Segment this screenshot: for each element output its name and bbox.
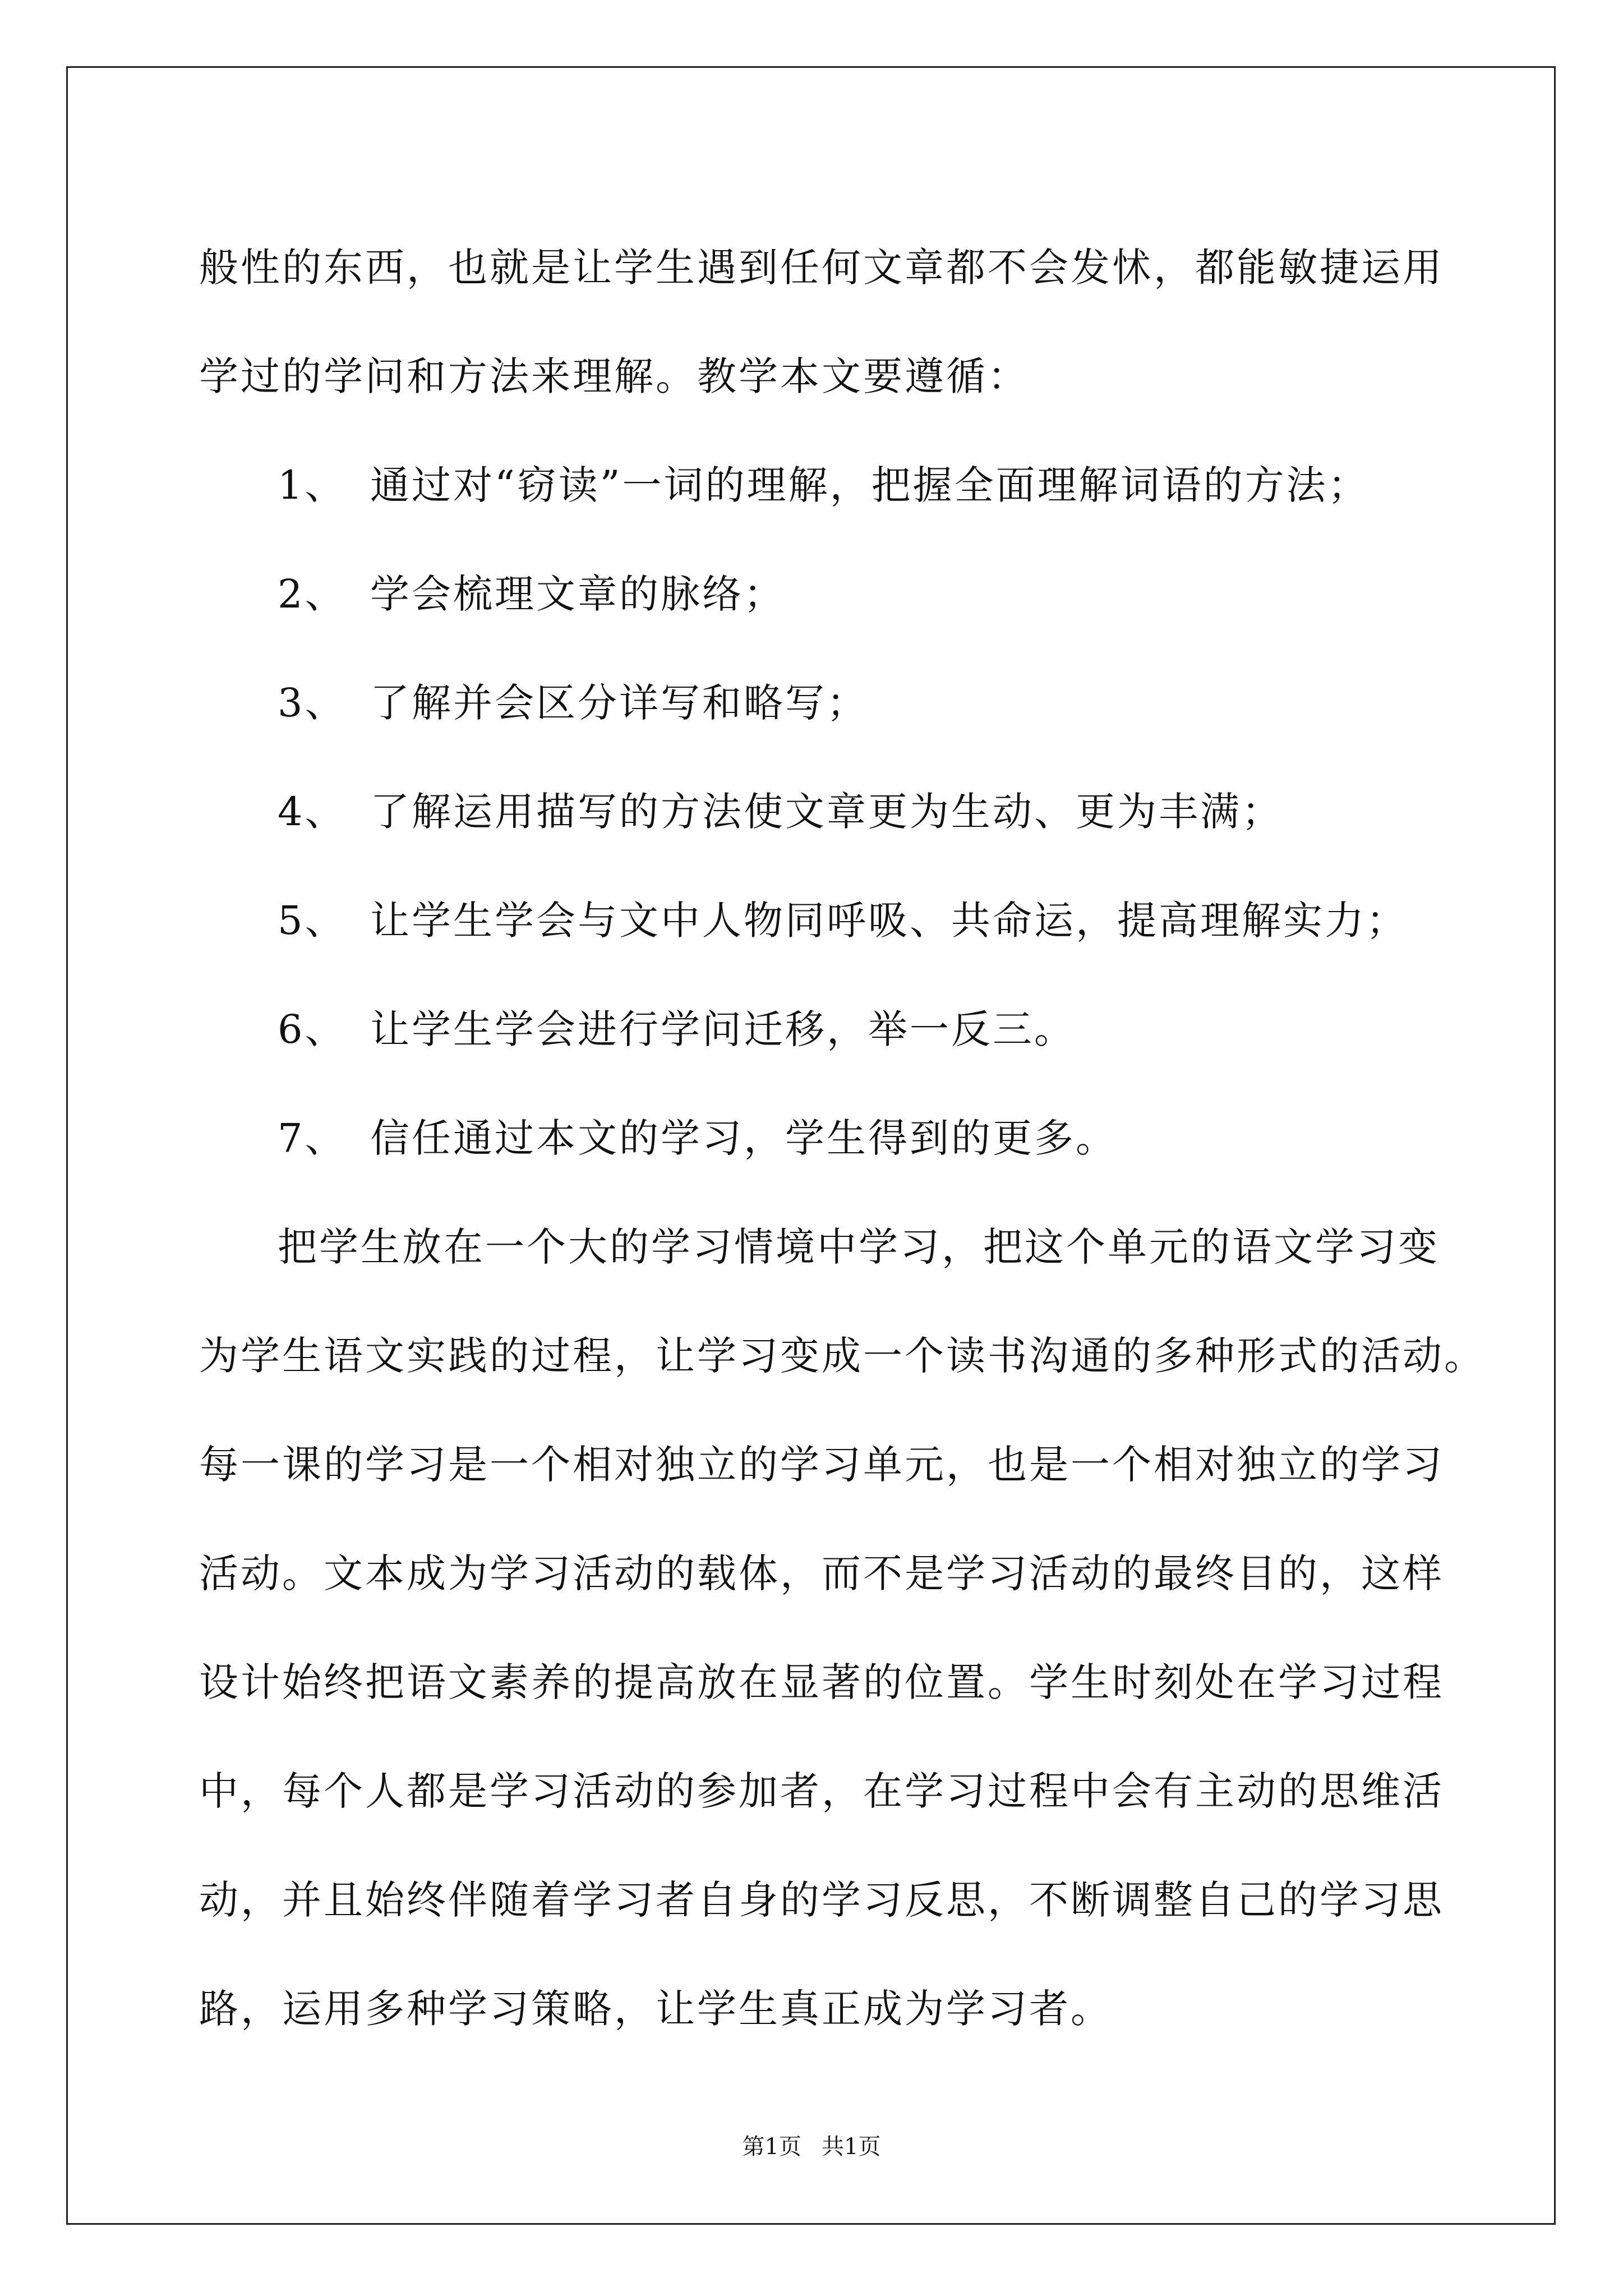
list-item-text: 让学生学会与文中人物同呼吸、共命运，提高理解实力；	[370, 898, 1408, 944]
list-item-number: 1、	[278, 462, 347, 508]
list-item	[199, 866, 1489, 975]
text-line: 每一课的学习是一个相对独立的学习单元，也是一个相对独立的学习	[199, 1442, 1444, 1488]
list-item-number: 4、	[278, 789, 347, 835]
text-line: 学过的学问和方法来理解。教学本文要遵循：	[199, 353, 1029, 399]
text-line: 为学生语文实践的过程，让学习变成一个读书沟通的多种形式的活动。	[199, 1333, 1486, 1379]
list-item-text: 信任通过本文的学习，学生得到的更多。	[370, 1115, 1117, 1161]
list-item	[199, 757, 1489, 866]
list-item	[199, 1084, 1489, 1193]
text-line: 中，每个人都是学习活动的参加者，在学习过程中会有主动的思维活	[199, 1768, 1444, 1814]
page-footer	[0, 2129, 1623, 2161]
list-item-number: 6、	[278, 1006, 347, 1052]
list-item-number: 3、	[278, 680, 347, 726]
list-item-text: 了解并会区分详写和略写；	[370, 680, 868, 726]
list-item-number: 2、	[278, 571, 347, 617]
text-line: 活动。文本成为学习活动的载体，而不是学习活动的最终目的，这样	[199, 1550, 1444, 1596]
paragraph-first-line: 把学生放在一个大的学习情境中学习，把这个单元的语文学习变	[278, 1224, 1440, 1270]
text-line: 般性的东西，也就是让学生遇到任何文章都不会发怵，都能敏捷运用	[199, 245, 1444, 291]
list-item	[199, 648, 1489, 757]
text-line: 动，并且始终伴随着学习者自身的学习反思，不断调整自己的学习思	[199, 1877, 1444, 1923]
list-item-number: 7、	[278, 1115, 347, 1161]
list-item	[199, 431, 1489, 540]
text-line: 设计始终把语文素养的提高放在显著的位置。学生时刻处在学习过程	[199, 1659, 1444, 1705]
document-body	[199, 213, 1489, 2063]
list-item-text: 学会梳理文章的脉络；	[370, 571, 785, 617]
page-total: 共1页	[822, 2134, 881, 2160]
list-item	[199, 975, 1489, 1084]
list-item-text: 了解运用描写的方法使文章更为生动、更为丰满；	[370, 789, 1283, 835]
page-number: 第1页	[742, 2134, 801, 2160]
text-line: 路，运用多种学习策略，让学生真正成为学习者。	[199, 1986, 1112, 2032]
list-item-text: 让学生学会进行学问迁移，举一反三。	[370, 1006, 1076, 1052]
list-item	[199, 540, 1489, 648]
list-item-text: 通过对“窃读”一词的理解，把握全面理解词语的方法；	[370, 462, 1370, 508]
list-item-number: 5、	[278, 898, 347, 944]
